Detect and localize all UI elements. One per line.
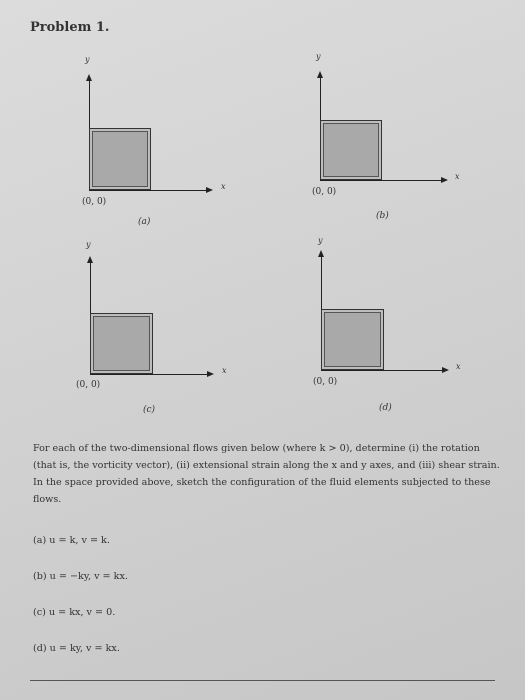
x-axis-arrow-icon: [442, 367, 449, 373]
x-axis: [321, 370, 443, 371]
origin-label: (0, 0): [312, 187, 337, 197]
x-axis-label: x: [455, 172, 460, 181]
problem-title: Problem 1.: [30, 20, 110, 35]
panel-caption: (d): [379, 403, 392, 413]
fluid-element: [321, 309, 384, 370]
panel-caption: (b): [376, 211, 389, 221]
problem-description: For each of the two-dimensional flows given below (where k > 0), determine (i) the rotation (that is, the vorticity vector), (ii) extensional strain along the x and y axes, and (iii) shear strain. In the space provided above, sketch the configuration of the fluid elements subjected to these flows.: [33, 443, 500, 505]
x-axis-label: x: [222, 366, 227, 375]
fluid-element: [320, 120, 382, 180]
x-axis-label: x: [456, 362, 461, 371]
x-axis: [320, 180, 442, 181]
equation-c: (c) u = kx, v = 0.: [33, 607, 116, 618]
panel-caption: (a): [138, 217, 151, 227]
fluid-element: [90, 313, 153, 374]
origin-label: (0, 0): [313, 377, 338, 387]
equation-b: (b) u = −ky, v = kx.: [33, 571, 128, 582]
equation-a: (a) u = k, v = k.: [33, 535, 110, 546]
y-axis-label: y: [316, 52, 321, 61]
x-axis-label: x: [221, 182, 226, 191]
equation-d: (d) u = ky, v = kx.: [33, 643, 120, 654]
panel-caption: (c): [143, 405, 156, 415]
x-axis-arrow-icon: [207, 371, 214, 377]
origin-label: (0, 0): [76, 380, 101, 390]
x-axis-arrow-icon: [206, 187, 213, 193]
page-divider: [30, 680, 495, 681]
y-axis-label: y: [85, 55, 90, 64]
x-axis: [89, 190, 207, 191]
y-axis-label: y: [86, 240, 91, 249]
x-axis: [90, 374, 208, 375]
fluid-element: [89, 128, 151, 190]
x-axis-arrow-icon: [441, 177, 448, 183]
origin-label: (0, 0): [82, 197, 107, 207]
y-axis-label: y: [318, 236, 323, 245]
